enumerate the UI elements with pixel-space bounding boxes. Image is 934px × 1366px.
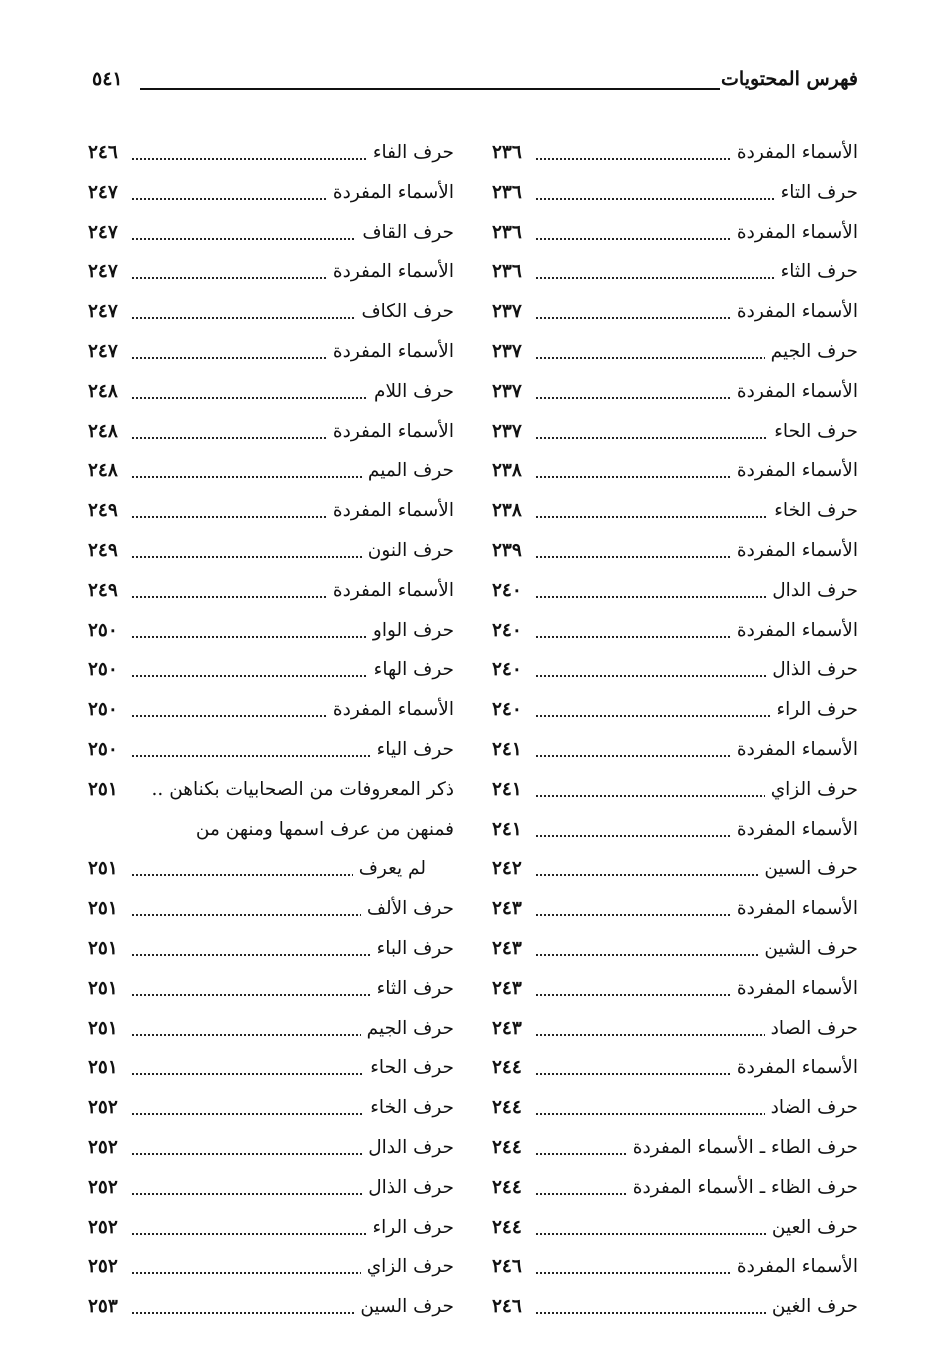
- toc-entry: [88, 852, 454, 892]
- toc-entry-title: لم يعرف: [353, 858, 426, 879]
- toc-entry-title: حرف النون: [362, 540, 454, 561]
- toc-entry-title: الأسماء المفردة: [731, 819, 858, 840]
- toc-entry: [492, 1051, 858, 1091]
- toc-entry-title: حرف الثاء: [371, 978, 454, 999]
- toc-entry-page: ٢٣٩: [492, 539, 522, 561]
- toc-entry-title: حرف الباء: [371, 938, 454, 959]
- toc-entry: [492, 932, 858, 972]
- toc-entry-title: ذكر المعروفات من الصحابيات بكناهن ..: [146, 779, 454, 800]
- toc-entry: [492, 1290, 858, 1330]
- toc-entry-title: الأسماء المفردة: [327, 500, 454, 521]
- toc-entry-title: الأسماء المفردة: [327, 341, 454, 362]
- toc-entry: [492, 494, 858, 534]
- toc-entry-title: حرف الحاء: [364, 1057, 454, 1078]
- toc-entry-page: ٢٤٧: [88, 261, 118, 283]
- toc-entry-page: ٢٤٧: [88, 340, 118, 362]
- toc-entry-page: ٢٤٧: [88, 181, 118, 203]
- toc-entry-title: الأسماء المفردة: [731, 978, 858, 999]
- toc-entry: [492, 176, 858, 216]
- toc-entry-page: ٢٣٦: [492, 181, 522, 203]
- toc-entry: [88, 1012, 454, 1052]
- toc-entry: [492, 375, 858, 415]
- toc-entry-page: ٢٣٨: [492, 460, 522, 482]
- toc-entry-title: حرف اللام: [368, 381, 454, 402]
- toc-entry: [88, 176, 454, 216]
- toc-entry-title: الأسماء المفردة: [327, 699, 454, 720]
- toc-entry: [88, 1290, 454, 1330]
- toc-entry-page: ٢٤١: [492, 818, 522, 840]
- toc-entry-page: ٢٤٤: [492, 1216, 522, 1238]
- toc-entry: [492, 534, 858, 574]
- toc-entry-title: حرف الواو: [367, 620, 454, 641]
- toc-entry: [492, 1012, 858, 1052]
- toc-entry-page: ٢٤٩: [88, 500, 118, 522]
- toc-entry-page: ٢٥١: [88, 858, 118, 880]
- toc-entry-title: حرف الدال: [362, 1137, 454, 1158]
- toc-entry: [88, 454, 454, 494]
- toc-entry-title: حرف الضاد: [765, 1097, 858, 1118]
- toc-entry-title: الأسماء المفردة: [731, 540, 858, 561]
- toc-entry: [492, 1250, 858, 1290]
- toc-entry-title: حرف الخاء: [364, 1097, 454, 1118]
- toc-entry-page: ٢٤٩: [88, 579, 118, 601]
- toc-entry: [492, 136, 858, 176]
- toc-entry-page: ٢٥٢: [88, 1097, 118, 1119]
- toc-entry-title: حرف الثاء: [775, 261, 858, 282]
- toc-entry-page: ٢٣٨: [492, 500, 522, 522]
- toc-entry-page: ٢٤٦: [492, 1296, 522, 1318]
- toc-entry: [88, 773, 454, 813]
- toc-entry-page: ٢٥٠: [88, 738, 118, 760]
- toc-entry: [492, 972, 858, 1012]
- toc-entry-page: ٢٥٢: [88, 1136, 118, 1158]
- toc-entry: [88, 335, 454, 375]
- toc-entry: [88, 614, 454, 654]
- toc-entry-page: ٢٥١: [88, 1017, 118, 1039]
- toc-entry: [492, 1211, 858, 1251]
- toc-entry: [492, 1091, 858, 1131]
- toc-entry-title: حرف الذال: [766, 659, 858, 680]
- toc-entry-page: ٢٤٣: [492, 1017, 522, 1039]
- toc-entry-page: ٢٥٠: [88, 619, 118, 641]
- toc-entry-title: الأسماء المفردة: [731, 381, 858, 402]
- toc-column-right: [492, 136, 858, 1330]
- toc-entry: [88, 1051, 454, 1091]
- toc-entry-page: ٢٤٧: [88, 301, 118, 323]
- toc-entry-page: ٢٤٠: [492, 659, 522, 681]
- toc-entry-page: ٢٤٤: [492, 1176, 522, 1198]
- toc-entry-page: ٢٤٨: [88, 380, 118, 402]
- toc-entry-title: الأسماء المفردة: [731, 142, 858, 163]
- toc-entry-title: حرف الميم: [362, 460, 454, 481]
- toc-entry-title: حرف الخاء: [768, 500, 858, 521]
- toc-entry-title: حرف الطاء ـ الأسماء المفردة: [627, 1137, 858, 1158]
- toc-entry-title: الأسماء المفردة: [327, 421, 454, 442]
- toc-entry: [88, 415, 454, 455]
- toc-entry-page: ٢٥١: [88, 1057, 118, 1079]
- toc-entry-title: حرف الياء: [371, 739, 454, 760]
- toc-entry: [492, 653, 858, 693]
- page-number: ٥٤١: [92, 68, 123, 90]
- toc-entry-title: حرف الهاء: [368, 659, 454, 680]
- toc-entry-page: ٢٤٠: [492, 699, 522, 721]
- toc-entry: [88, 295, 454, 335]
- toc-entry-page: ٢٥١: [88, 778, 118, 800]
- toc-entry-page: ٢٣٧: [492, 301, 522, 323]
- toc-entry: [492, 295, 858, 335]
- toc-entry: [492, 415, 858, 455]
- page-title: فهرس المحتويات: [721, 68, 858, 90]
- toc-entry-title: حرف الفاء: [367, 142, 454, 163]
- toc-entry-page: ٢٤٢: [492, 858, 522, 880]
- toc-entry-page: ٢٤٦: [492, 1256, 522, 1278]
- toc-entry-page: ٢٥٠: [88, 659, 118, 681]
- toc-entry-title: حرف الذال: [362, 1177, 454, 1198]
- toc-entry: [88, 494, 454, 534]
- toc-entry: [88, 1171, 454, 1211]
- toc-entry-page: ٢٤٣: [492, 937, 522, 959]
- toc-entry-title: حرف الغين: [766, 1296, 858, 1317]
- toc-entry-page: ٢٥٠: [88, 699, 118, 721]
- toc-entry-page: ٢٥١: [88, 977, 118, 999]
- toc-entry-page: ٢٤٦: [88, 142, 118, 163]
- toc-entry-title: حرف العين: [766, 1217, 858, 1238]
- toc-entry-page: ٢٤١: [492, 778, 522, 800]
- toc-entry-page: ٢٤٠: [492, 619, 522, 641]
- toc-entry-title: حرف السين: [758, 858, 858, 879]
- toc-entry: [492, 813, 858, 853]
- toc-entry-page: ٢٤٠: [492, 579, 522, 601]
- toc-entry: [88, 653, 454, 693]
- toc-entry-title: حرف التاء: [775, 182, 858, 203]
- toc-entry-page: ٢٤١: [492, 738, 522, 760]
- toc-entry: [88, 733, 454, 773]
- header-rule: [140, 88, 720, 90]
- toc-entry-page: ٢٤٣: [492, 977, 522, 999]
- toc-entry: [88, 1131, 454, 1171]
- toc-entry: [88, 693, 454, 733]
- toc-entry-title: حرف الراء: [770, 699, 858, 720]
- toc-entry-title: حرف الراء: [366, 1217, 454, 1238]
- toc-entry-title: حرف الظاء ـ الأسماء المفردة: [627, 1177, 858, 1198]
- toc-entry-title: حرف الكاف: [355, 301, 454, 322]
- toc-entry-page: ٢٤٤: [492, 1097, 522, 1119]
- toc-entry-page: ٢٣٧: [492, 340, 522, 362]
- toc-entry-page: ٢٣٧: [492, 420, 522, 442]
- toc-entry: [88, 534, 454, 574]
- toc-entry: [492, 693, 858, 733]
- toc-entry-title: الأسماء المفردة: [731, 222, 858, 243]
- toc-entry-page: ٢٣٦: [492, 221, 522, 243]
- toc-entry-title: حرف الزاي: [361, 1256, 454, 1277]
- toc-entry-title: حرف الحاء: [768, 421, 858, 442]
- toc-entry-title: حرف الألف: [361, 898, 454, 919]
- toc-entry-page: ٢٣٧: [492, 380, 522, 402]
- toc-entry-page: ٢٤٨: [88, 460, 118, 482]
- toc-entry: [492, 733, 858, 773]
- toc-entry-title: الأسماء المفردة: [731, 460, 858, 481]
- toc-entry: [88, 216, 454, 256]
- toc-entry: [88, 972, 454, 1012]
- toc-entry-title: حرف الجيم: [361, 1018, 454, 1039]
- toc-entry-page: ٢٤٣: [492, 898, 522, 920]
- toc-entry: [492, 335, 858, 375]
- toc-entry: [492, 1171, 858, 1211]
- toc-entry: [88, 255, 454, 295]
- toc-entry-title: حرف الجيم: [765, 341, 858, 362]
- toc-entry: [88, 813, 454, 853]
- toc-entry: [492, 454, 858, 494]
- toc-entry: [88, 892, 454, 932]
- toc-entry-title: حرف الزاي: [765, 779, 858, 800]
- toc-entry-title: فمنهن من عرف اسمها ومنهن من: [190, 819, 454, 840]
- toc-entry-page: ٢٥٣: [88, 1296, 118, 1318]
- toc-entry: [88, 1250, 454, 1290]
- toc-entry-title: حرف الشين: [758, 938, 858, 959]
- toc-entry: [492, 614, 858, 654]
- page-header: [92, 68, 858, 100]
- toc-entry-title: الأسماء المفردة: [731, 739, 858, 760]
- toc-entry-page: ٢٤٨: [88, 420, 118, 442]
- toc-entry-title: الأسماء المفردة: [327, 580, 454, 601]
- toc-column-left: [88, 136, 454, 1330]
- toc-entry-title: الأسماء المفردة: [731, 898, 858, 919]
- toc-entry: [492, 1131, 858, 1171]
- toc-entry-page: ٢٣٦: [492, 261, 522, 283]
- toc-entry-title: الأسماء المفردة: [731, 1256, 858, 1277]
- toc-entry-title: حرف القاف: [356, 222, 454, 243]
- toc-entry-page: ٢٥١: [88, 898, 118, 920]
- toc-entry-page: ٢٤٩: [88, 539, 118, 561]
- toc-entry: [88, 932, 454, 972]
- toc-entry-page: ٢٥٢: [88, 1176, 118, 1198]
- toc-entry-page: ٢٤٤: [492, 1136, 522, 1158]
- toc-entry: [492, 773, 858, 813]
- toc-entry-page: ٢٥٢: [88, 1216, 118, 1238]
- toc-entry: [492, 892, 858, 932]
- toc-entry-title: الأسماء المفردة: [327, 182, 454, 203]
- toc-entry-page: ٢٣٦: [492, 142, 522, 163]
- toc-entry: [492, 216, 858, 256]
- toc-entry-page: ٢٥٢: [88, 1256, 118, 1278]
- toc-entry-title: حرف السين: [354, 1296, 454, 1317]
- toc-entry-title: الأسماء المفردة: [327, 261, 454, 282]
- toc-entry: [492, 852, 858, 892]
- toc-entry-page: ٢٥١: [88, 937, 118, 959]
- toc-entry-title: حرف الصاد: [765, 1018, 858, 1039]
- toc-entry: [492, 255, 858, 295]
- toc-entry: [492, 574, 858, 614]
- toc-entry-page: ٢٤٤: [492, 1057, 522, 1079]
- toc-entry: [88, 1091, 454, 1131]
- toc-entry: [88, 574, 454, 614]
- toc-entry-title: الأسماء المفردة: [731, 1057, 858, 1078]
- toc-entry-title: حرف الدال: [766, 580, 858, 601]
- toc-entry: [88, 375, 454, 415]
- toc-entry: [88, 136, 454, 176]
- toc-entry-title: الأسماء المفردة: [731, 620, 858, 641]
- toc-entry-page: ٢٤٧: [88, 221, 118, 243]
- toc-entry: [88, 1211, 454, 1251]
- toc-entry-title: الأسماء المفردة: [731, 301, 858, 322]
